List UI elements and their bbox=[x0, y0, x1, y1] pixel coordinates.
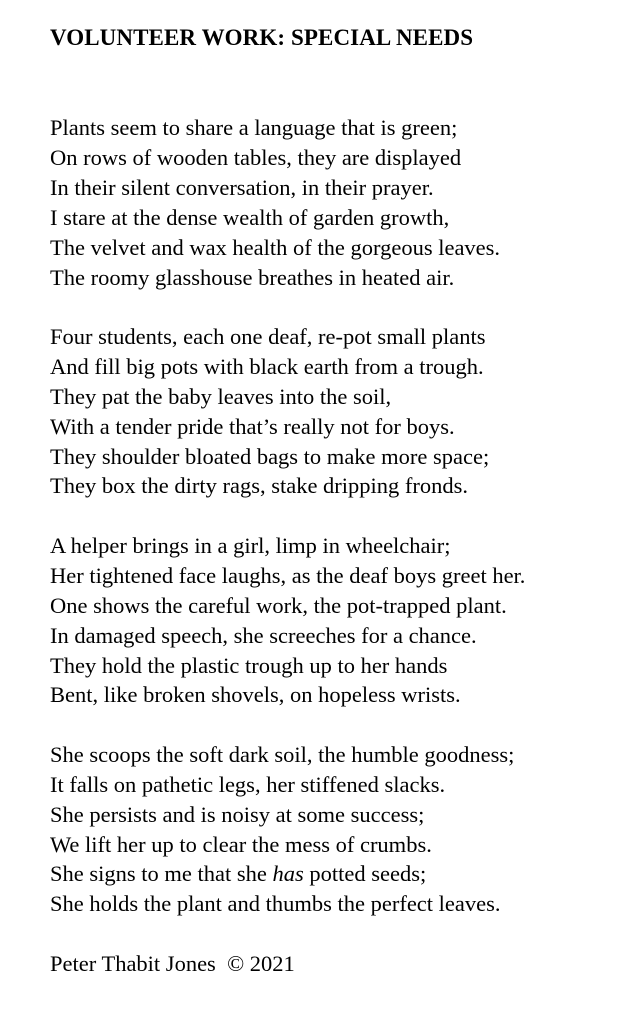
poem-body bbox=[50, 113, 625, 919]
poem-line: A helper brings in a girl, limp in wheelchair; bbox=[50, 532, 451, 558]
poem-line: The velvet and wax health of the gorgeous leaves. bbox=[50, 234, 501, 260]
poem-line: In their silent conversation, in their prayer. bbox=[50, 174, 434, 200]
poem-line: Four students, each one deaf, re-pot small plants bbox=[50, 323, 486, 349]
copyright-notice: © 2021 bbox=[227, 950, 295, 976]
poem-line: She holds the plant and thumbs the perfect leaves. bbox=[50, 891, 501, 917]
emphasized-word: has bbox=[272, 861, 304, 887]
poem-line: Her tightened face laughs, as the deaf boys greet her. bbox=[50, 562, 526, 588]
poem-line: Plants seem to share a language that is green; bbox=[50, 115, 458, 140]
stanza-1 bbox=[50, 113, 625, 292]
author-credit bbox=[50, 949, 625, 978]
poem-line: The roomy glasshouse breathes in heated air. bbox=[50, 264, 455, 290]
poem-line: And fill big pots with black earth from a trough. bbox=[50, 353, 484, 379]
poem-line: On rows of wooden tables, they are displayed bbox=[50, 144, 462, 170]
poem-line: They pat the baby leaves into the soil, bbox=[50, 383, 392, 409]
poem-line: They box the dirty rags, stake dripping fronds. bbox=[50, 473, 469, 499]
poem-line: They hold the plastic trough up to her hands bbox=[50, 652, 448, 678]
poem-line-with-emphasis bbox=[50, 859, 625, 889]
poem-line: In damaged speech, she screeches for a chance. bbox=[50, 622, 477, 648]
line-text-before: She signs to me that she bbox=[50, 861, 273, 887]
stanza-3 bbox=[50, 531, 625, 710]
poem-line: She scoops the soft dark soil, the humble goodness; bbox=[50, 741, 515, 767]
poem-line: She persists and is noisy at some success; bbox=[50, 801, 425, 827]
poem-line: They shoulder bloated bags to make more space; bbox=[50, 443, 490, 469]
line-text-after: potted seeds; bbox=[303, 861, 427, 887]
poem-title: VOLUNTEER WORK: SPECIAL NEEDS bbox=[50, 25, 474, 50]
stanza-2 bbox=[50, 322, 625, 501]
poem-line: It falls on pathetic legs, her stiffened slacks. bbox=[50, 771, 446, 797]
author-name: Peter Thabit Jones bbox=[50, 950, 216, 976]
poem-line: Bent, like broken shovels, on hopeless wrists. bbox=[50, 682, 461, 708]
poem-page bbox=[50, 24, 625, 978]
stanza-4 bbox=[50, 740, 625, 919]
poem-line: I stare at the dense wealth of garden growth, bbox=[50, 204, 450, 230]
poem-line: We lift her up to clear the mess of crumbs. bbox=[50, 831, 432, 857]
poem-line: One shows the careful work, the pot-trapped plant. bbox=[50, 592, 507, 618]
poem-line: With a tender pride that’s really not for boys. bbox=[50, 413, 455, 439]
